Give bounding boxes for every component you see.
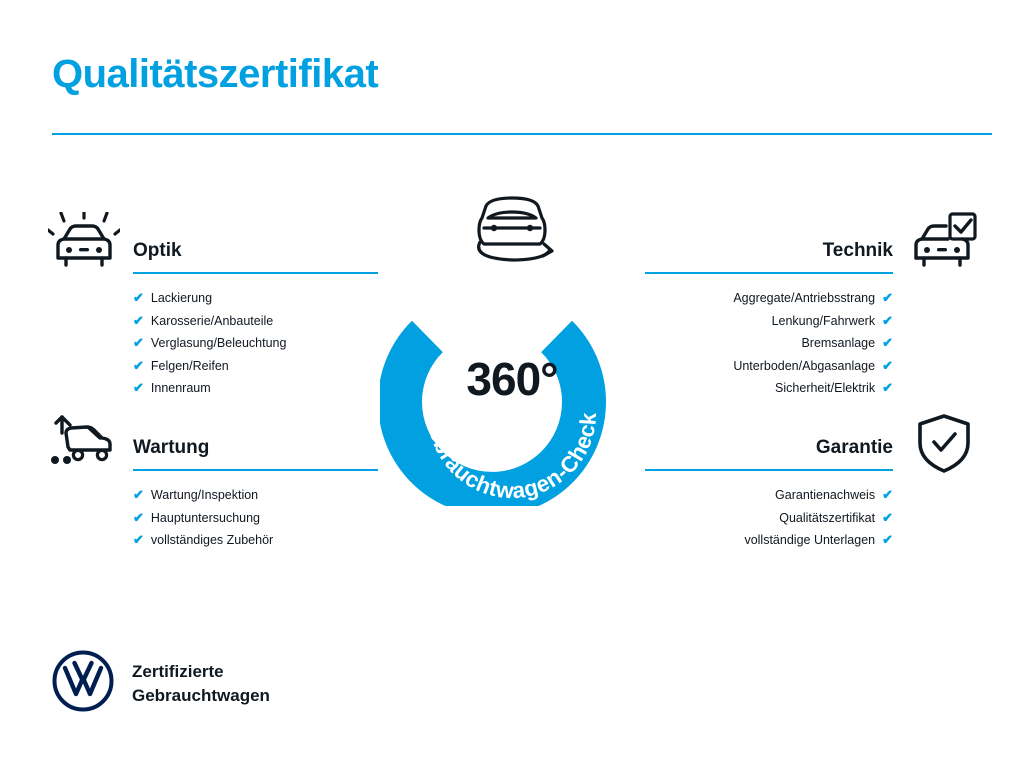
list-item: ✔ Lackierung — [133, 287, 378, 310]
section-optik-divider — [133, 272, 378, 274]
list-item: Qualitätszertifikat ✔ — [645, 507, 893, 530]
center-graphic — [380, 196, 644, 506]
list-item: vollständige Unterlagen ✔ — [645, 529, 893, 552]
list-item: ✔ Felgen/Reifen — [133, 355, 378, 378]
section-optik-header — [133, 240, 378, 274]
section-optik — [133, 240, 378, 400]
check-icon: ✔ — [133, 312, 144, 328]
check-icon: ✔ — [882, 290, 893, 305]
check-icon: ✔ — [882, 509, 893, 525]
section-optik-list — [133, 287, 378, 400]
list-item: ✔ Hauptuntersuchung — [133, 507, 378, 530]
list-item: ✔ Karosserie/Anbauteile — [133, 310, 378, 333]
check-icon: ✔ — [133, 380, 144, 395]
section-wartung-title: Wartung — [133, 437, 210, 458]
list-item: ✔ Wartung/Inspektion — [133, 484, 378, 507]
list-item: Sicherheit/Elektrik ✔ — [645, 377, 893, 400]
list-item: Garantienachweis ✔ — [645, 484, 893, 507]
section-wartung-list — [133, 484, 378, 552]
section-technik-list — [645, 287, 893, 400]
check-icon: ✔ — [882, 487, 893, 502]
check-icon: ✔ — [882, 335, 893, 350]
footer-text — [132, 660, 270, 708]
car-lift-service-icon — [48, 413, 118, 476]
check-icon: ✔ — [133, 335, 144, 350]
shield-check-icon — [916, 413, 972, 480]
section-wartung-header — [133, 437, 378, 471]
footer-line-1: Zertifizierte — [132, 662, 224, 681]
degrees-label: 360° — [466, 353, 558, 405]
section-garantie-divider — [645, 469, 893, 471]
section-wartung — [133, 437, 378, 552]
section-technik — [645, 240, 893, 400]
page-title: Qualitätszertifikat — [52, 52, 379, 96]
list-item: ✔ Innenraum — [133, 377, 378, 400]
list-item: ✔ vollständiges Zubehör — [133, 529, 378, 552]
section-garantie-list — [645, 484, 893, 552]
title-divider — [52, 133, 992, 135]
section-garantie-header — [645, 437, 893, 471]
list-item: Unterboden/Abgasanlage ✔ — [645, 355, 893, 378]
section-technik-header — [645, 240, 893, 274]
section-optik-title: Optik — [133, 240, 182, 261]
ring-360-check — [380, 256, 644, 506]
list-item: Bremsanlage ✔ — [645, 332, 893, 355]
list-item: Aggregate/Antriebsstrang ✔ — [645, 287, 893, 310]
section-garantie — [645, 437, 893, 552]
check-icon: ✔ — [133, 509, 144, 525]
list-item: ✔ Verglasung/Beleuchtung — [133, 332, 378, 355]
check-icon: ✔ — [882, 357, 893, 373]
footer-line-2: Gebrauchtwagen — [132, 686, 270, 705]
section-wartung-divider — [133, 469, 378, 471]
section-technik-title: Technik — [822, 240, 893, 261]
section-garantie-title: Garantie — [815, 437, 893, 458]
check-icon: ✔ — [133, 290, 144, 305]
list-item: Lenkung/Fahrwerk ✔ — [645, 310, 893, 333]
section-technik-divider — [645, 272, 893, 274]
car-checklist-icon — [912, 212, 978, 275]
check-icon: ✔ — [133, 532, 144, 547]
check-icon: ✔ — [882, 532, 893, 547]
check-icon: ✔ — [133, 487, 144, 502]
check-icon: ✔ — [882, 380, 893, 395]
vw-logo-icon — [52, 650, 114, 712]
car-polish-shine-icon — [48, 212, 120, 279]
check-icon: ✔ — [133, 357, 144, 373]
ring-label: Gebrauchtwagen-Check — [422, 410, 602, 504]
check-icon: ✔ — [882, 312, 893, 328]
